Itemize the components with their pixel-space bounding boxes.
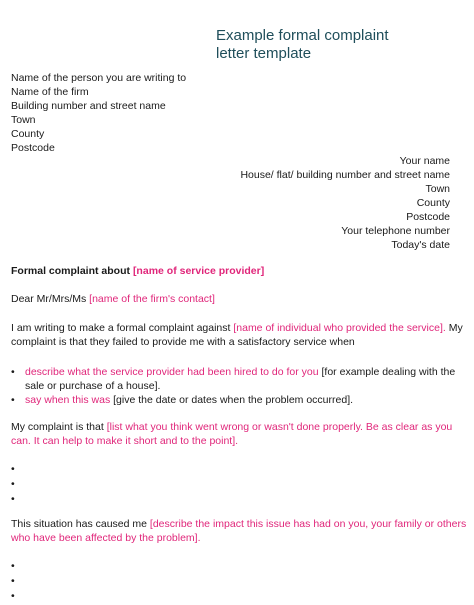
bullet-glyph: •	[11, 590, 15, 602]
sender-line: Today's date	[391, 239, 450, 251]
placeholder-span: [describe the impact this issue has had on you, your family or others	[149, 518, 467, 530]
recipient-line: Postcode	[11, 142, 55, 154]
bullet-glyph: •	[11, 463, 15, 475]
paragraph-line	[11, 517, 466, 531]
subject-placeholder: [name of service provider]	[132, 265, 265, 277]
subject-label: Formal complaint about	[11, 265, 133, 277]
text-span: This situation has caused me	[11, 518, 150, 530]
bullet-glyph: •	[11, 560, 15, 572]
text-span: [give the date or dates when the problem occurred].	[110, 394, 354, 406]
recipient-line: Name of the person you are writing to	[11, 72, 187, 84]
sender-line: Postcode	[406, 211, 450, 223]
sender-address	[240, 154, 450, 252]
text-span: [for example dealing with the	[318, 366, 456, 378]
placeholder-span: [name of individual who provided the service].	[233, 322, 446, 334]
paragraph-line: complaint is that they failed to provide me with a satisfactory service when	[11, 336, 355, 348]
bullet-item	[25, 365, 455, 393]
bullet-line	[25, 393, 353, 407]
sender-line: House/ flat/ building number and street name	[240, 169, 450, 181]
paragraph-complaint	[11, 420, 452, 448]
title-line-1: Example formal complaint	[216, 27, 389, 44]
paragraph-intro	[11, 321, 463, 349]
sender-line: County	[416, 197, 450, 209]
paragraph-line: can. It can help to make it short and to the point].	[11, 435, 239, 447]
paragraph-impact	[11, 517, 466, 545]
recipient-line: Name of the firm	[11, 86, 89, 98]
salutation	[11, 292, 215, 306]
text-span: My	[445, 322, 463, 334]
recipient-address	[11, 71, 186, 155]
bullet-glyph: •	[11, 478, 15, 490]
document-title	[216, 27, 389, 63]
paragraph-line: who have been affected by the problem].	[11, 532, 201, 544]
recipient-line: Building number and street name	[11, 100, 166, 112]
title-line-2: letter template	[216, 45, 312, 62]
subject-line	[11, 264, 264, 278]
salutation-text: Dear Mr/Mrs/Ms	[11, 293, 90, 305]
recipient-line: Town	[11, 114, 36, 126]
sender-line: Your telephone number	[341, 225, 450, 237]
placeholder-span: describe what the service provider had been hired to do for you	[25, 366, 319, 378]
sender-line: Your name	[399, 155, 450, 167]
bullet-line	[25, 365, 455, 379]
sender-line: Town	[425, 183, 450, 195]
paragraph-line	[11, 321, 463, 335]
bullet-line: sale or purchase of a house].	[25, 380, 161, 392]
bullet-item	[25, 393, 353, 407]
recipient-line: County	[11, 128, 45, 140]
text-span: I am writing to make a formal complaint against	[11, 322, 234, 334]
placeholder-span: say when this was	[25, 394, 111, 406]
bullet-glyph: •	[11, 366, 15, 378]
bullet-glyph: •	[11, 394, 15, 406]
bullet-glyph: •	[11, 575, 15, 587]
salutation-placeholder: [name of the firm's contact]	[89, 293, 215, 305]
paragraph-line	[11, 420, 452, 434]
text-span: My complaint is that	[11, 421, 107, 433]
bullet-glyph: •	[11, 493, 15, 505]
placeholder-span: [list what you think went wrong or wasn't done properly. Be as clear as you	[106, 421, 453, 433]
